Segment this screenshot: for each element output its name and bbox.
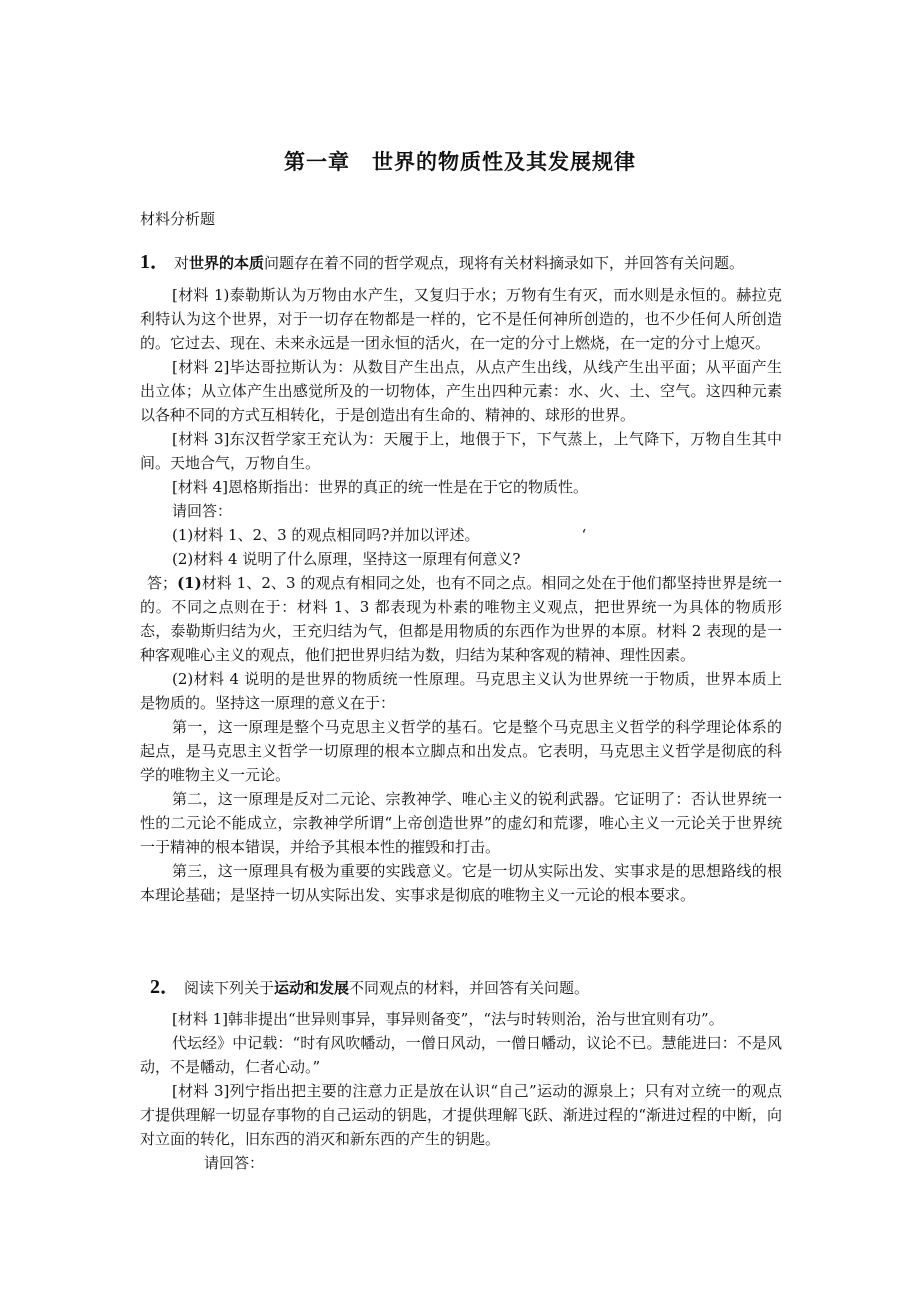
question-1-heading [140, 245, 744, 274]
question-1-keyword: 世界的本质 [189, 254, 265, 272]
q1-answer-1-text: 材料 1、2、3 的观点有相同之处，也有不同之点。相同之处在于他们都坚持世界是统一的。不同之点则在于：材料 1、3 都表现为朴素的唯物主义观点，把世界统一为具体的物质形态，泰勒斯归结为火，王充归结为气，但都是用物质的东西作为世界的本原。材料 2 表现的是一种客观唯心主义的观点，他们把世界归结为数，归结为某种客观的精神、理性因素。 [140, 574, 782, 664]
question-1-body [140, 283, 782, 907]
question-2-number: 2． [150, 976, 180, 998]
question-1-prefix: 对 [174, 254, 190, 272]
q1-material-2: [材料 2]毕达哥拉斯认为：从数目产生出点，从点产生出线，从线产生出平面；从平面产生出立体；从立体产生出感觉所及的一切物体，产生出四种元素：水、火、土、空气。这四种元素以各种不同的方式互相转化，于是创造出有生命的、精神的、球形的世界。 [140, 358, 782, 424]
q1-answer-2-point-2: 第二，这一原理是反对二元论、宗教神学、唯心主义的锐利武器。它证明了：否认世界统一性的二元论不能成立，宗教神学所谓“上帝创造世界”的虚幻和荒谬，唯心主义一元论关于世界统一于精神的根本错误，并给予其根本性的摧毁和打击。 [140, 790, 782, 856]
q1-answer-1-lead: 答； [147, 574, 178, 592]
question-1-suffix: 问题存在着不同的哲学观点，现将有关材料摘录如下，并回答有关问题。 [264, 254, 745, 272]
q1-material-4: [材料 4]恩格斯指出：世界的真正的统一性是在于它的物质性。 [172, 478, 589, 496]
q2-material-1: [材料 1]韩非提出“世异则事异，事异则备变”，“法与时转则治，治与世宜则有功”。 [172, 1010, 724, 1028]
question-2-body [140, 1007, 782, 1175]
q1-material-3: [材料 3]东汉哲学家王充认为：天履于上，地偎于下，下气蒸上，上气降下，万物自生其中间。天地合气，万物自生。 [140, 430, 782, 472]
q1-material-1: [材料 1)泰勒斯认为万物由水产生，又复归于水；万物有生有灭，而水则是永恒的。赫拉克利特认为这个世界，对于一切存在物都是一样的，它不是任何神所创造的，也不少任何人所创造的。它过去、现在、未来永远是一团永恒的活火，在一定的分寸上燃烧，在一定的分寸上熄灭。 [140, 286, 782, 352]
question-2-suffix: 不同观点的材料，并回答有关问题。 [349, 979, 590, 997]
question-2-heading [150, 970, 589, 999]
q1-ask-2: (2)材料 4 说明了什么原理，坚持这一原理有何意义? [172, 550, 521, 568]
q1-ask-1 [140, 523, 782, 547]
q1-answer-2-point-1: 第一，这一原理是整个马克思主义哲学的基石。它是整个马克思主义哲学的科学理论体系的起点，是马克思主义哲学一切原理的根本立脚点和出发点。它表明，马克思主义哲学是彻底的科学的唯物主义一元论。 [140, 718, 782, 784]
q2-prompt: 请回答： [204, 1154, 265, 1172]
question-1-number: 1． [140, 251, 170, 273]
q1-ask-1-mark: ‘ [581, 526, 587, 544]
q2-material-2: 代坛经》中记载：“时有风吹幡动，一僧日风动，一僧日幡动，议论不已。慧能进曰：不是风动，不是幡动，仁者心动。” [140, 1034, 782, 1076]
q1-prompt: 请回答： [172, 502, 233, 520]
q1-answer-1 [140, 571, 782, 667]
section-label: 材料分析题 [140, 210, 216, 228]
q2-material-3: [材料 3]列宁指出把主要的注意力正是放在认识“自己”运动的源泉上；只有对立统一的观点才提供理解一切显存事物的自己运动的钥匙，才提供理解飞跃、渐进过程的“渐进过程的中断，向对立面的转化，旧东西的消灭和新东西的产生的钥匙。 [140, 1082, 782, 1148]
q1-ask-1-text: (1)材料 1、2、3 的观点相同吗?并加以评述。 [172, 526, 480, 544]
question-2-prefix: 阅读下列关于 [184, 979, 275, 997]
q1-answer-2-point-3: 第三，这一原理具有极为重要的实践意义。它是一切从实际出发、实事求是的思想路线的根本理论基础；是坚持一切从实际出发、实事求是彻底的唯物主义一元论的根本要求。 [140, 862, 782, 904]
chapter-title: 第一章 世界的物质性及其发展规律 [284, 150, 636, 174]
q1-answer-2: (2)材料 4 说明的是世界的物质统一性原理。马克思主义认为世界统一于物质，世界本质上是物质的。坚持这一原理的意义在于： [140, 670, 782, 712]
question-2-keyword: 运动和发展 [274, 979, 350, 997]
q1-answer-1-number: (1) [177, 574, 202, 592]
